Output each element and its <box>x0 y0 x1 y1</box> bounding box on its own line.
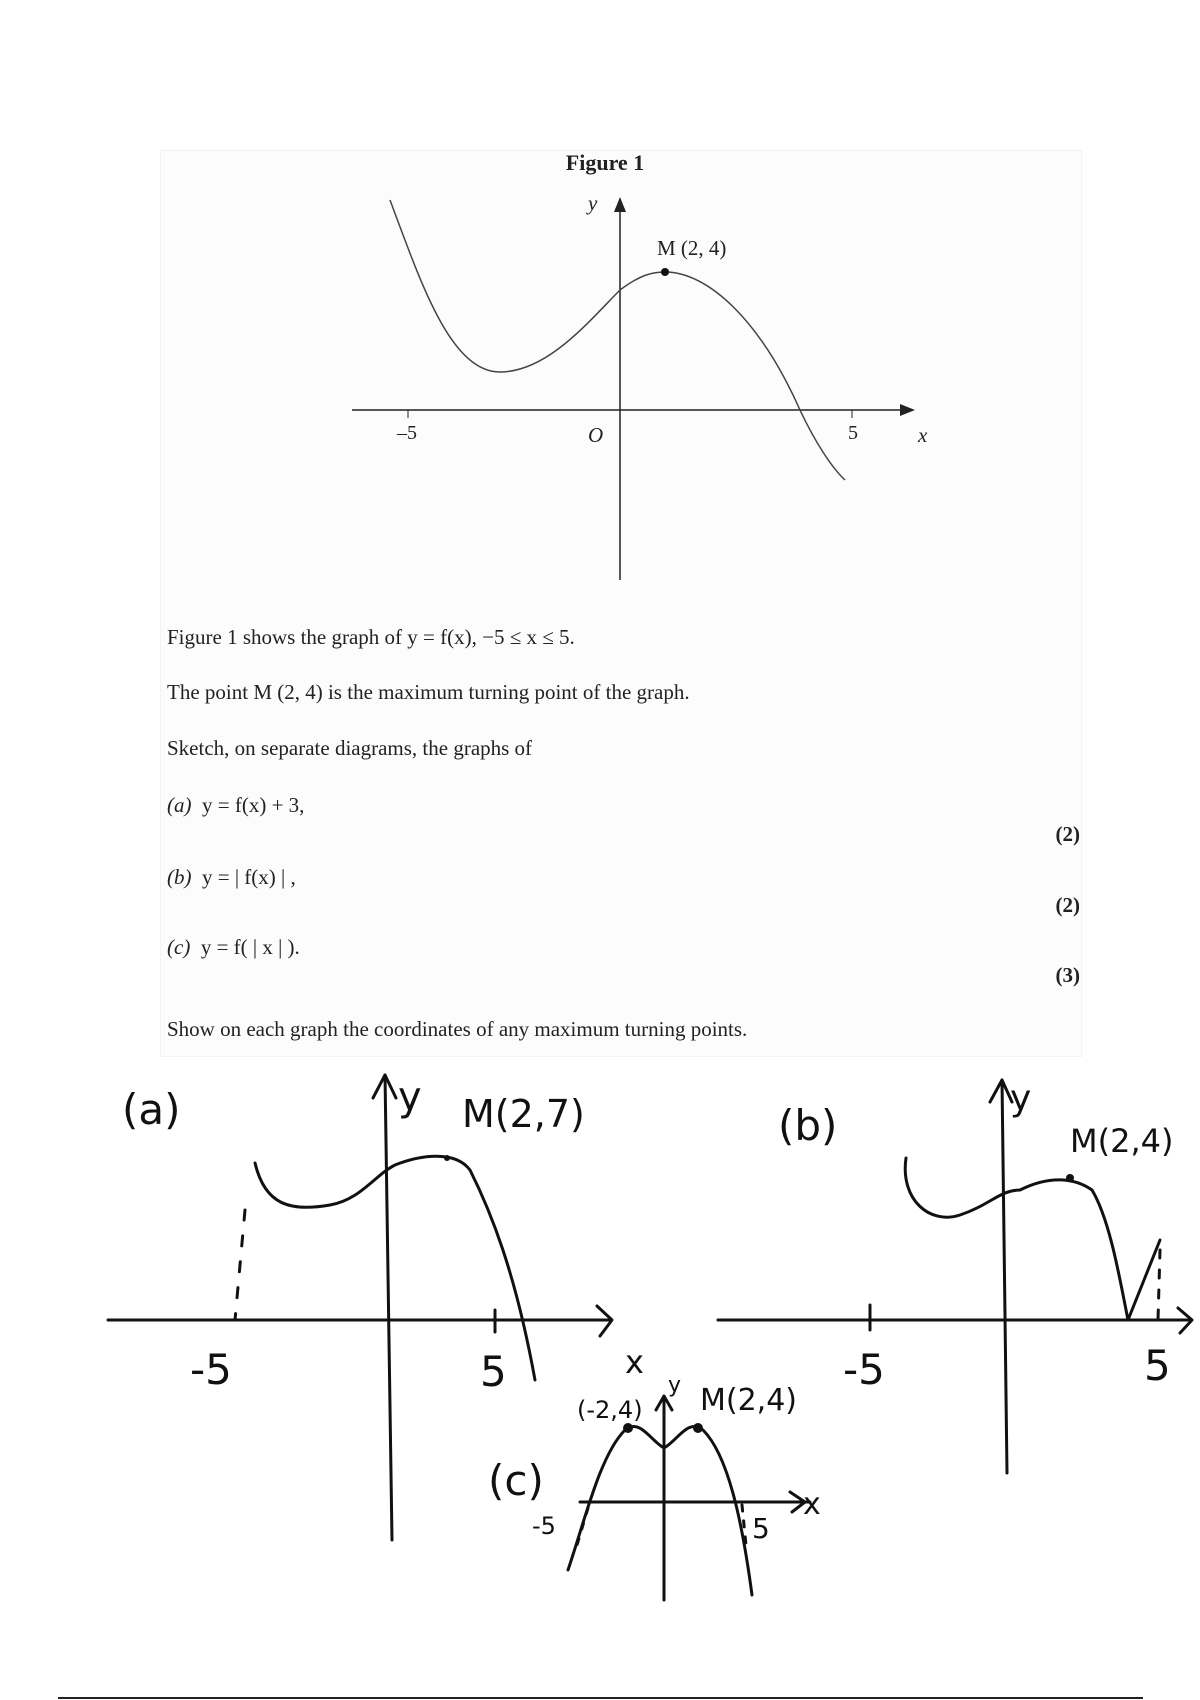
sketch-b-label: (b) <box>778 1101 838 1150</box>
sketch-b-neg-label: -5 <box>843 1345 885 1394</box>
sketch-b-max-point <box>1066 1174 1074 1182</box>
figure-origin-label: O <box>588 423 604 447</box>
sketch-a-max-point <box>444 1155 450 1161</box>
sketch-c <box>568 1396 810 1600</box>
part-b-marks: (2) <box>1055 893 1080 917</box>
part-b-label: (b) <box>167 865 192 889</box>
figure-tick-neg-label: –5 <box>397 422 417 444</box>
sketch-a-y-axis <box>385 1075 392 1540</box>
figure-tick-pos-label: 5 <box>848 422 858 444</box>
sketch-b-pos-label: 5 <box>1144 1341 1171 1390</box>
sketch-b-curve <box>905 1158 1160 1320</box>
sketch-c-pos-label: 5 <box>752 1512 770 1545</box>
sketch-c-max-left <box>623 1423 633 1433</box>
part-c-label: (c) <box>167 935 191 959</box>
figure-title: Figure 1 <box>565 150 645 175</box>
figure-x-label: x <box>918 423 928 447</box>
figure-point-label: M (2, 4) <box>657 236 727 260</box>
sketch-b-dashed-guide <box>1158 1250 1160 1320</box>
sketch-a-x-label: x <box>625 1343 644 1381</box>
part-c-expr: y = f( | x | ). <box>200 935 300 959</box>
sketch-c-point-right: M(2,4) <box>700 1383 798 1418</box>
sketch-c-x-label: x <box>803 1487 821 1522</box>
sketch-b-y-label: y <box>1010 1078 1032 1119</box>
part-a-label: (a) <box>167 793 192 817</box>
sketch-c-curve <box>568 1426 752 1595</box>
question-footer: Show on each graph the coordinates of any maximum turning points. <box>167 1017 748 1041</box>
sketch-c-y-label: y <box>668 1373 682 1398</box>
sketch-a-pos-label: 5 <box>480 1347 507 1396</box>
sketch-a-dashed-guide <box>235 1210 245 1320</box>
sketch-c-neg-label: -5 <box>532 1512 556 1540</box>
sketch-b-point-label: M(2,4) <box>1070 1122 1174 1160</box>
part-c-marks: (3) <box>1055 963 1080 987</box>
sketch-c-point-left: (-2,4) <box>577 1396 643 1424</box>
part-b-expr: y = | f(x) | , <box>202 865 296 889</box>
sketch-c-max-right <box>693 1423 703 1433</box>
figure-y-label: y <box>588 191 598 215</box>
sketch-c-dashed-left <box>577 1508 588 1545</box>
sketch-c-label: (c) <box>488 1456 544 1505</box>
question-line-1: Figure 1 shows the graph of y = f(x), −5 ≤ x ≤ 5. <box>167 625 575 649</box>
sketch-a-neg-label: -5 <box>190 1345 232 1394</box>
sketch-b-y-axis <box>1002 1080 1007 1473</box>
sketch-a-y-label: y <box>398 1074 422 1120</box>
question-line-3: Sketch, on separate diagrams, the graphs of <box>167 736 533 760</box>
part-a-marks: (2) <box>1055 822 1080 846</box>
question-line-2: The point M (2, 4) is the maximum turning point of the graph. <box>167 680 690 704</box>
bottom-rule <box>58 1697 1143 1699</box>
sketch-a-point-label: M(2,7) <box>462 1092 585 1136</box>
sketch-a-label: (a) <box>122 1085 181 1134</box>
part-a-expr: y = f(x) + 3, <box>202 793 305 817</box>
